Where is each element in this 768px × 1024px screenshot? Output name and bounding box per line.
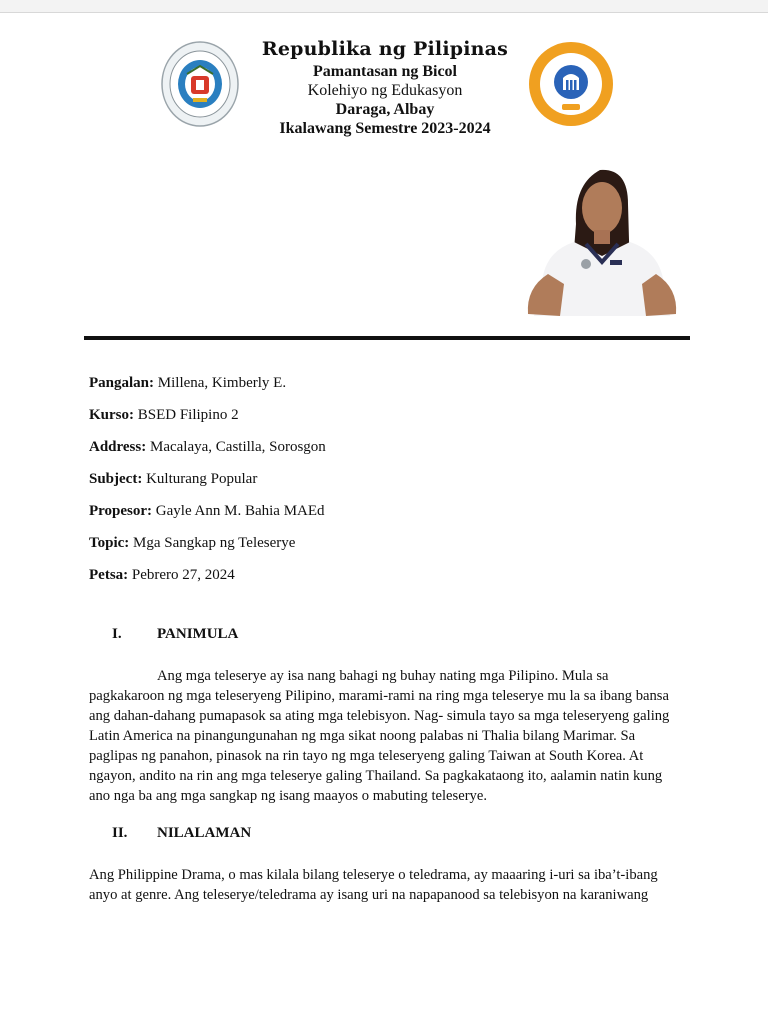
info-row-name [89,372,689,404]
section-heading-nilalaman [112,825,251,842]
section-heading-panimula [112,626,238,643]
info-row-professor [89,500,689,532]
section-title: NILALAMAN [157,825,252,841]
section-body-panimula: Ang mga teleserye ay isa nang bahagi ng buhay nating mga Pilipino. Mula sa pagkakaroon ng mga teleseryeng Pilipino, marami-rami na ring mga teleserye mu la sa ibang bansa ang dahan-dahang pumapasok sa ating mga telebisyon. Nag- simula tayo sa mga teleseryeng galing Latin America na pinangungunahan ng mga sikat noong palabas ni Thalia bilang Marimar. Sa paglipas ng panahon, pinasok na rin tayo ng mga teleseryeng galing Taiwan at South Korea. At ngayon, andito na rin ang mga teleserye galing Thailand. Sa pagkakataong ito, aalamin natin kung ano nga ba ang mga sangkap ng isang maayos o mabuting teleserye. [89,668,670,804]
bu-college-of-education-seal-icon [526,40,616,128]
info-label: Topic: [89,535,130,551]
info-value: Gayle Ann M. Bahia MAEd [155,503,325,519]
header-divider [84,336,690,340]
location: Daraga, Albay [335,101,435,118]
info-label: Petsa: [89,567,129,583]
info-row-address [89,436,689,468]
info-label: Address: [89,439,147,455]
university-name: Pamantasan ng Bicol [312,63,457,80]
section-number: II. [112,825,128,841]
info-value: Kulturang Popular [146,471,258,487]
semester: Ikalawang Semestre 2023-2024 [279,120,491,137]
college-name: Kolehiyo ng Edukasyon [307,82,463,99]
info-label: Subject: [89,471,143,487]
info-value: Pebrero 27, 2024 [131,567,235,583]
section-number: I. [112,626,122,642]
section-body-nilalaman: Ang Philippine Drama, o mas kilala bilang teleserye o teledrama, ay maaaring i-uri sa iba’t-ibang anyo at genre. Ang teleserye/teledrama ay isang uri na napapanood sa telebisyon na karaniwang [89,867,658,903]
info-row-course [89,404,689,436]
info-label: Propesor: [89,503,153,519]
info-value: Mga Sangkap ng Teleserye [133,535,296,551]
info-row-topic [89,532,689,564]
viewer-top-bar [0,0,768,13]
info-value: Macalaya, Castilla, Sorosgon [149,439,326,455]
info-row-subject [89,468,689,500]
info-row-date [89,564,689,596]
student-info [89,372,689,596]
republic-title: Republika ng Pilipinas [261,38,509,60]
bicol-university-seal-icon [160,40,240,128]
info-value: BSED Filipino 2 [137,407,239,423]
letterhead [250,36,520,138]
info-label: Kurso: [89,407,134,423]
section-title: PANIMULA [157,626,239,642]
info-value: Millena, Kimberly E. [157,375,287,391]
student-photo [524,164,680,316]
info-label: Pangalan: [89,375,155,391]
